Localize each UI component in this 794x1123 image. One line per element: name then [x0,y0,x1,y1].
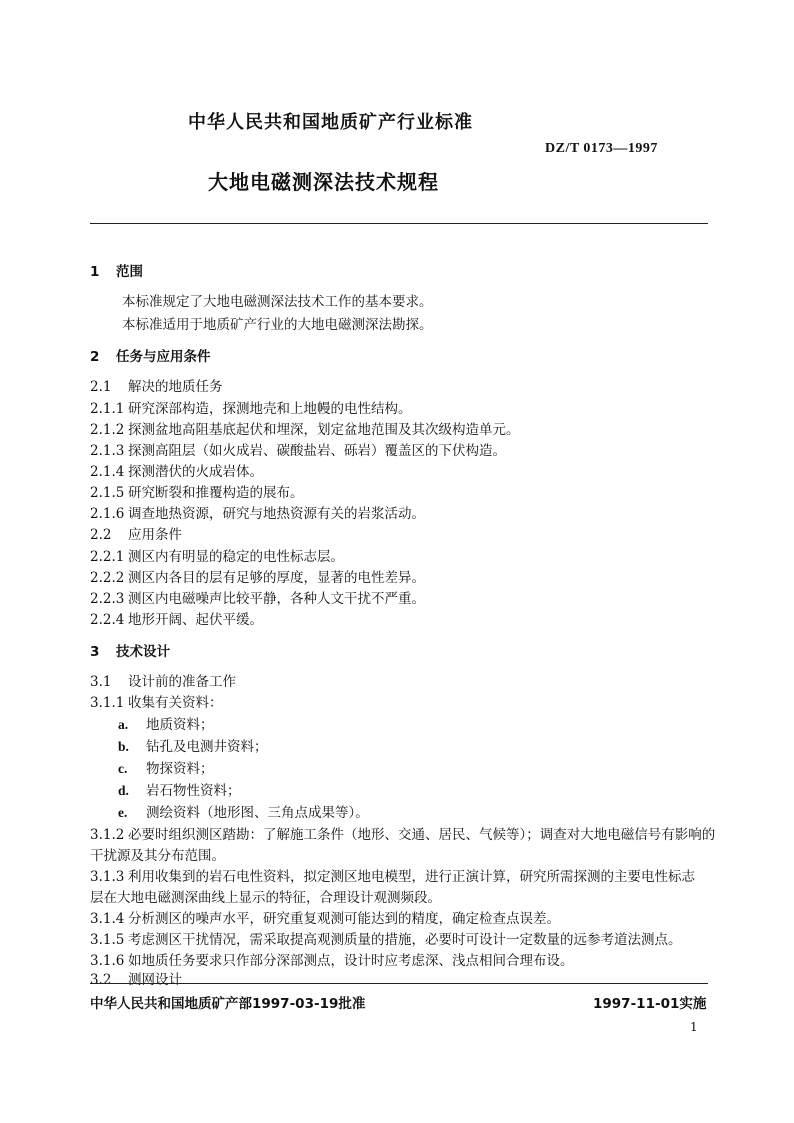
clause: 2.1.1 研究深部构造，探测地壳和上地幔的电性结构。 [90,401,412,417]
standard-code: DZ/T 0173—1997 [545,141,658,156]
clause: 2.2.2 测区内各目的层有足够的厚度，显著的电性差异。 [90,570,425,586]
clause: 3.1.4 分析测区的噪声水平，研究重复观测可能达到的精度，确定检查点误差。 [90,911,560,927]
clause: 3.1.2 必要时组织测区踏勘：了解施工条件（地形、交通、居民、气候等）；调查对大地电磁信号有影响的 [90,827,716,843]
clause: 2.1 解决的地质任务 [90,379,223,395]
footer-divider [90,983,708,984]
list-item: d. 岩石物性资料； [118,783,241,799]
clause: 2.1.2 探测盆地高阻基底起伏和埋深，划定盆地范围及其次级构造单元。 [90,422,520,438]
clause: 2.1.6 调查地热资源，研究与地热资源有关的岩浆活动。 [90,506,425,522]
list-item: a. 地质资料； [118,717,214,733]
clause: 2.2.3 测区内电磁噪声比较平静，各种人文干扰不严重。 [90,591,425,607]
section-heading: 2 任务与应用条件 [90,349,211,365]
paragraph: 本标准适用于地质矿产行业的大地电磁测深法勘探。 [122,317,433,333]
clause: 3.1.3 利用收集到的岩石电性资料，拟定测区地电模型，进行正演计算，研究所需探测的主要电性标志 [90,869,695,885]
list-item: e. 测绘资料（地形图、三角点成果等）。 [118,805,369,821]
section-heading: 1 范围 [90,264,143,280]
clause-continuation: 干扰源及其分布范围。 [90,848,225,864]
clause-continuation: 层在大地电磁测深曲线上显示的特征，合理设计观测频段。 [90,890,441,906]
paragraph: 本标准规定了大地电磁测深法技术工作的基本要求。 [122,294,433,310]
section-heading: 3 技术设计 [90,644,170,660]
clause: 2.1.4 探测潜伏的火成岩体。 [90,464,263,480]
clause: 2.2 应用条件 [90,527,182,543]
clause: 2.2.4 地形开阔、起伏平缓。 [90,612,263,628]
effective-date: 1997-11-01实施 [593,996,707,1012]
clause: 3.1 设计前的准备工作 [90,674,236,690]
clause: 2.2.1 测区内有明显的稳定的电性标志层。 [90,549,344,565]
header-divider [90,223,708,224]
clause: 3.1.5 考虑测区干扰情况，需采取提高观测质量的措施，必要时可设计一定数量的远参考道法测点。 [90,932,682,948]
list-item: c. 物探资料； [118,761,214,777]
approval-note: 中华人民共和国地质矿产部1997-03-19批准 [90,996,366,1012]
clause: 3.1.1 收集有关资料： [90,695,223,711]
clause: 2.1.5 研究断裂和推覆构造的展布。 [90,485,304,501]
clause: 2.1.3 探测高阻层（如火成岩、碳酸盐岩、砾岩）覆盖区的下伏构造。 [90,443,506,459]
document-title: 大地电磁测深法技术规程 [208,170,439,194]
page-number: 1 [690,1020,698,1034]
list-item: b. 钻孔及电测井资料； [118,739,268,755]
clause: 3.2 测网设计 [90,972,182,988]
standard-name: 中华人民共和国地质矿产行业标准 [188,112,473,133]
clause: 3.1.6 如地质任务要求只作部分深部测点，设计时应考虑深、浅点相间合理布设。 [90,953,574,969]
